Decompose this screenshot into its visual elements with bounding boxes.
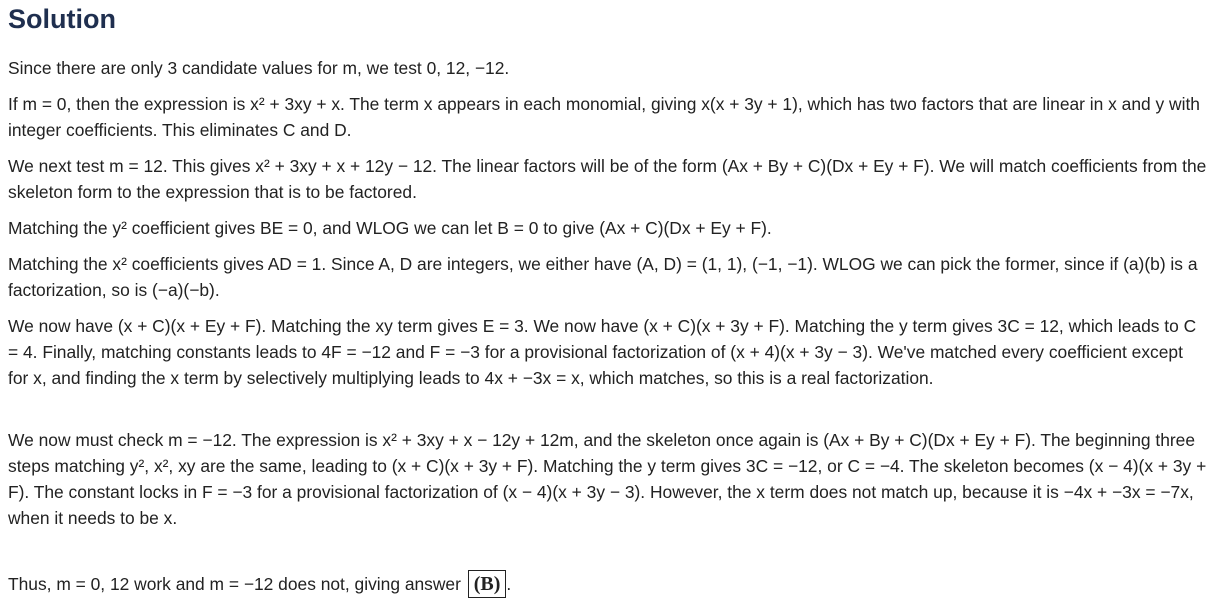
- conclusion: Thus, m = 0, 12 work and m = −12 does not, giving answer (B) .: [8, 570, 1208, 598]
- paragraph-1: Since there are only 3 candidate values for m, we test 0, 12, −12.: [8, 58, 510, 78]
- conclusion-text: Thus, m = 0, 12 work and m = −12 does not, giving answer: [8, 574, 461, 594]
- paragraph-3: We next test m = 12. This gives x² + 3xy + x + 12y − 12. The linear factors will be of the form (Ax + By + C)(Dx + Ey + F). We will match coefficients from the skeleton form to the expression that is to be factored.: [8, 156, 1207, 202]
- paragraph-5: Matching the x² coefficients gives AD = 1. Since A, D are integers, we either have (A, D) = (1, 1), (−1, −1). WLOG we can pick the former, since if (a)(b) is a factorization, so is (−a)(−b).: [8, 254, 1198, 300]
- answer-box: [468, 570, 507, 598]
- paragraph-7: We now must check m = −12. The expression is x² + 3xy + x − 12y + 12m, and the skeleton once again is (Ax + By + C)(Dx + Ey + F). The beginning three steps matching y², x², xy are the same, leading to (x + C)(x + 3y + F). Matching the y term gives 3C = −12, or C = −4. The skeleton becomes (x − 4)(x + 3y + F). The constant locks in F = −3 for a provisional factorization of (x − 4)(x + 3y − 3). However, the x term does not match up, because it is −4x + −3x = −7x, when it needs to be x.: [8, 430, 1207, 528]
- answer-choice: (B): [473, 573, 501, 595]
- paragraph-4: Matching the y² coefficient gives BE = 0, and WLOG we can let B = 0 to give (Ax + C)(Dx + Ey + F).: [8, 218, 772, 238]
- section-heading: Solution: [8, 4, 116, 34]
- paragraph-2: If m = 0, then the expression is x² + 3xy + x. The term x appears in each monomial, giving x(x + 3y + 1), which has two factors that are linear in x and y with integer coefficients. This eliminates C and D.: [8, 94, 1200, 140]
- paragraph-6: We now have (x + C)(x + Ey + F). Matching the xy term gives E = 3. We now have (x + C)(x + 3y + F). Matching the y term gives 3C = 12, which leads to C = 4. Finally, matching constants leads to 4F = −12 and F = −3 for a provisional factorization of (x + 4)(x + 3y − 3). We've matched every coefficient except for x, and finding the x term by selectively multiplying leads to 4x + −3x = x, which matches, so this is a real factorization.: [8, 316, 1197, 388]
